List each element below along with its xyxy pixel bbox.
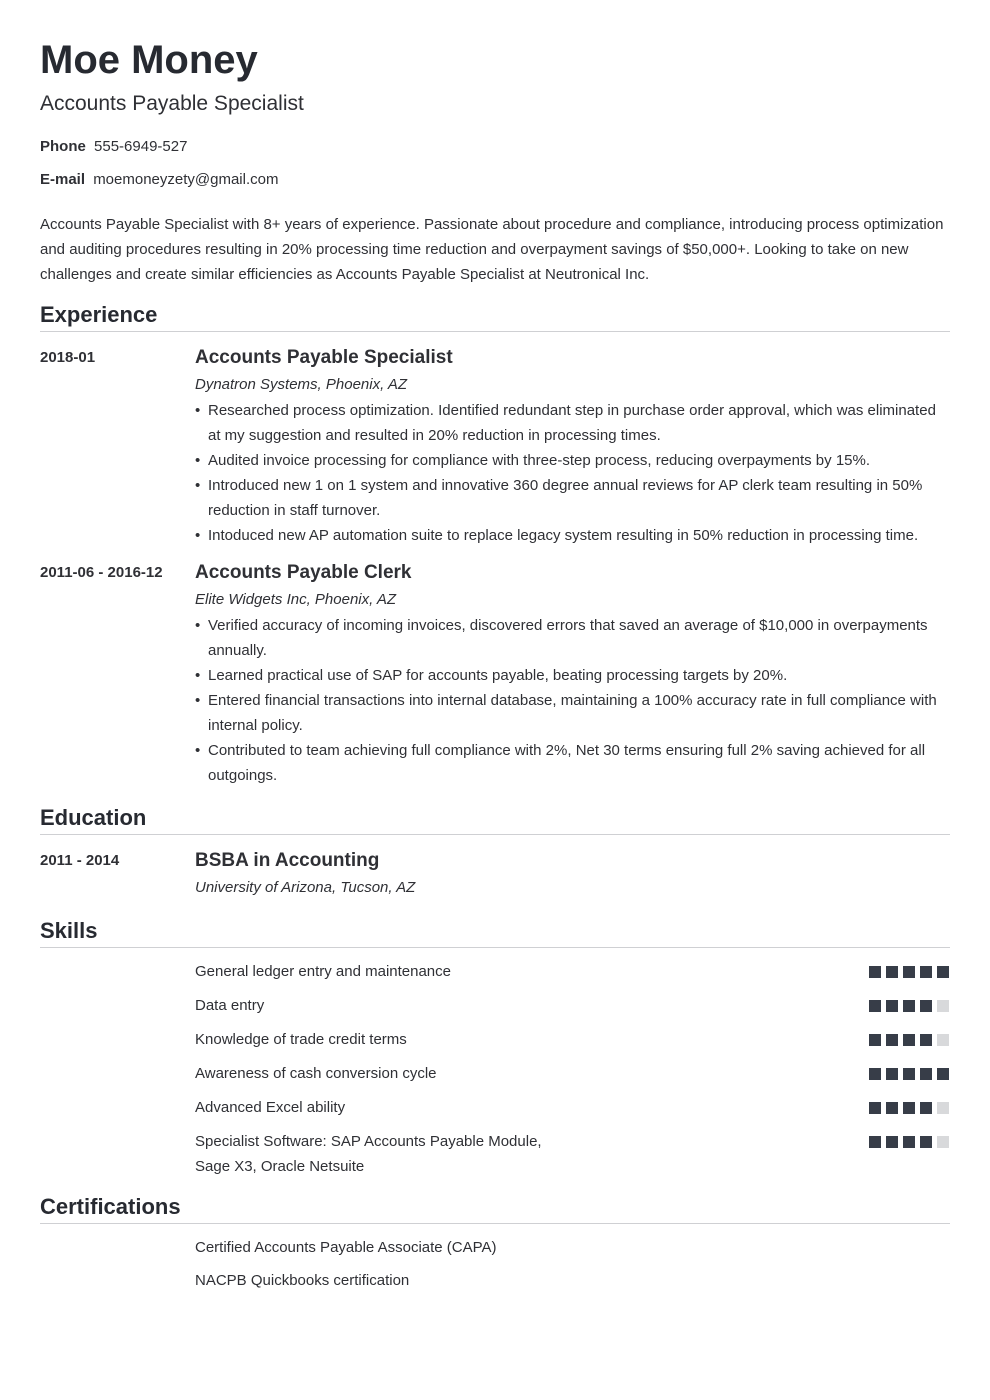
skill-level-filled [869,966,881,978]
email-label: E-mail [40,171,86,188]
skill-level-filled [869,1000,881,1012]
skill-name: Data entry [195,997,265,1014]
skill-level-filled [903,1102,915,1114]
skill-name: Advanced Excel ability [195,1099,346,1116]
skill-name: Specialist Software: SAP Accounts Payable Module, Sage X3, Oracle Netsuite [195,1133,542,1175]
email-value: moemoneyzety@gmail.com [93,171,279,188]
skill-level-filled [920,1136,932,1148]
entry-content [195,346,950,548]
education-degree: BSBA in Accounting [195,850,380,871]
certification-item: NACPB Quickbooks certification [195,1272,410,1289]
skill-level-filled [903,1068,915,1080]
entry-organization: Dynatron Systems, Phoenix, AZ [195,376,408,393]
skill-level-filled [886,1068,898,1080]
skill-level-filled [869,1068,881,1080]
skill-level-filled [920,1000,932,1012]
skill-level-filled [920,1068,932,1080]
certifications-heading: Certifications [40,1193,950,1224]
skill-level-filled [886,1102,898,1114]
skill-level-filled [869,1136,881,1148]
education-school: University of Arizona, Tucson, AZ [195,879,416,896]
skill-level-filled [869,1102,881,1114]
entry-bullets [195,398,950,548]
skill-level-filled [886,1034,898,1046]
entry-role: Accounts Payable Specialist [195,347,453,368]
entry-content [195,849,950,898]
entry-content [195,561,950,788]
bullet-item: • Researched process optimization. Identified redundant step in purchase order approval, which was eliminated at my suggestion and resulted in 20% reduction in processing times. [195,398,950,448]
skill-level-empty [937,1034,949,1046]
profile-summary: Accounts Payable Specialist with 8+ years of experience. Passionate about procedure and compliance, introducing process optimization and auditing procedures resulting in 20% processing time reduction and overpayment savings of $50,000+. Looking to take on new challenges and create similar efficiencies as Accounts Payable Specialist at Neutronical Inc. [40,216,944,283]
skill-level-indicator [869,1136,949,1148]
bullet-item: • Audited invoice processing for compliance with three-step process, reducing overpayments by 15%. [195,448,950,473]
skill-name: Knowledge of trade credit terms [195,1031,407,1048]
skill-level-indicator [869,1068,949,1080]
skill-level-empty [937,1102,949,1114]
skill-level-indicator [869,1034,949,1046]
skill-name: General ledger entry and maintenance [195,963,451,980]
entry-bullets [195,613,950,788]
entry-date: 2011-06 - 2016-12 [40,564,163,581]
skill-level-filled [903,1136,915,1148]
bullet-item: • Verified accuracy of incoming invoices, discovered errors that saved an average of $10,000 in overpayments annually. [195,613,950,663]
candidate-title: Accounts Payable Specialist [40,92,304,115]
contact-phone-row [40,137,187,157]
entry-date: 2011 - 2014 [40,852,120,869]
skill-level-filled [937,966,949,978]
skill-level-empty [937,1000,949,1012]
bullet-item: • Entered financial transactions into internal database, maintaining a 100% accuracy rate in full compliance with internal policy. [195,688,950,738]
skill-level-empty [937,1136,949,1148]
certification-item: Certified Accounts Payable Associate (CAPA) [195,1239,497,1256]
skill-level-filled [920,1102,932,1114]
bullet-item: • Intoduced new AP automation suite to replace legacy system resulting in 50% reduction in processing time. [195,523,950,548]
skill-level-filled [886,1136,898,1148]
skill-level-filled [903,1000,915,1012]
entry-date: 2018-01 [40,349,96,366]
skill-level-filled [920,966,932,978]
skill-level-filled [937,1068,949,1080]
skill-level-filled [903,1034,915,1046]
skill-level-indicator [869,1000,949,1012]
skill-name: Awareness of cash conversion cycle [195,1065,437,1082]
skill-level-indicator [869,966,949,978]
skill-level-indicator [869,1102,949,1114]
skill-level-filled [903,966,915,978]
education-heading: Education [40,804,950,835]
skills-heading: Skills [40,917,950,948]
phone-value: 555-6949-527 [94,138,188,155]
skill-level-filled [886,1000,898,1012]
entry-role: Accounts Payable Clerk [195,562,412,583]
entry-organization: Elite Widgets Inc, Phoenix, AZ [195,591,397,608]
skill-level-filled [869,1034,881,1046]
experience-heading: Experience [40,301,950,332]
skill-level-filled [920,1034,932,1046]
candidate-name: Moe Money [40,38,258,82]
bullet-item: • Contributed to team achieving full compliance with 2%, Net 30 terms ensuring full 2% saving achieved for all outgoings. [195,738,950,788]
bullet-item: • Learned practical use of SAP for accounts payable, beating processing targets by 20%. [195,663,950,688]
contact-email-row [40,170,278,190]
phone-label: Phone [40,138,86,155]
bullet-item: • Introduced new 1 on 1 system and innovative 360 degree annual reviews for AP clerk team resulting in 50% reduction in staff turnover. [195,473,950,523]
skill-level-filled [886,966,898,978]
